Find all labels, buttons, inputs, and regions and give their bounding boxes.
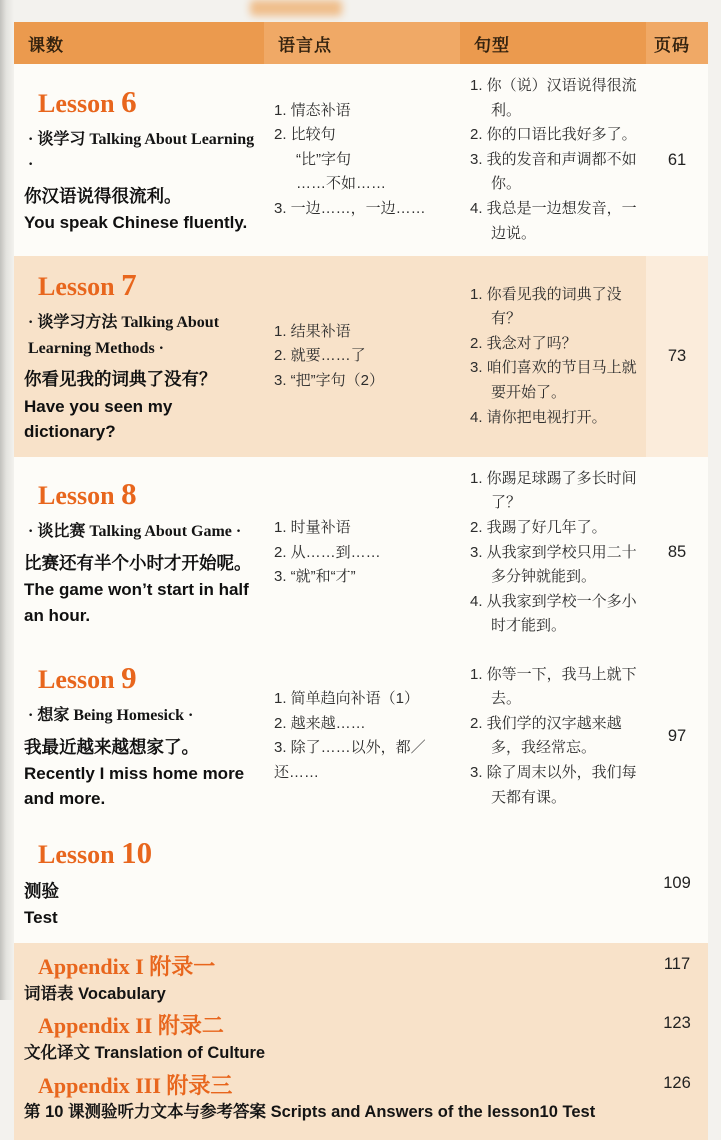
language-points-cell	[264, 824, 460, 943]
pattern-item: 4. 请你把电视打开。	[470, 408, 607, 426]
appendix-subtitle: 文化译文 Translation of Culture	[24, 1044, 266, 1063]
patterns-cell	[460, 256, 646, 457]
appendix-row	[14, 1011, 708, 1070]
header-col-page: 页码	[646, 22, 708, 64]
lesson-row	[14, 457, 708, 649]
lesson-info-cell	[14, 256, 264, 457]
page-number: 61	[667, 150, 687, 169]
pattern-item: 4. 我总是一边想发音，一边说。	[470, 199, 637, 242]
header-col-language-points: 语言点	[264, 22, 460, 64]
lesson-sentence-cn: 你汉语说得很流利。	[24, 185, 182, 206]
pattern-item: 2. 我们学的汉字越来越多，我经常忘。	[470, 714, 622, 757]
appendix-title: Appendix III 附录三	[38, 1072, 233, 1098]
appendix-row	[14, 1071, 708, 1130]
lesson-topic: · 谈学习 Talking About Learning ·	[28, 130, 255, 174]
language-point-item: 1. 时量补语	[274, 518, 351, 536]
pattern-item: 2. 你的口语比我好多了。	[470, 126, 637, 144]
lesson-info-cell	[14, 64, 264, 256]
page-left-gutter	[0, 0, 14, 1000]
appendix-title: Appendix I 附录一	[38, 953, 216, 979]
page-number: 85	[667, 543, 687, 562]
lesson-number: 7	[121, 267, 137, 303]
pattern-item: 1. 你等一下，我马上就下去。	[470, 665, 637, 708]
appendix-section	[14, 943, 708, 1140]
language-point-item: 2. 就要……了	[274, 347, 366, 365]
patterns-cell	[460, 457, 646, 649]
pattern-item: 3. 除了周末以外，我们每天都有课。	[470, 764, 637, 806]
lesson-sentence-en: The game won’t start in half an hour.	[24, 580, 249, 625]
lesson-number: 9	[121, 659, 137, 695]
lesson-info-cell	[14, 457, 264, 649]
page-number: 126	[663, 1073, 691, 1092]
language-point-item: 2. 比较句	[274, 126, 336, 144]
appendix-info	[14, 1011, 646, 1070]
lesson-title	[38, 85, 258, 119]
language-point-item: 2. 从……到……	[274, 543, 381, 561]
page-number: 123	[663, 1014, 691, 1033]
lesson-title	[38, 836, 258, 870]
toc-header-row	[14, 22, 708, 64]
patterns-cell	[460, 64, 646, 256]
lesson-info-cell	[14, 824, 264, 943]
lesson-word: Lesson	[38, 664, 115, 694]
language-points-cell	[264, 457, 460, 649]
lesson-topic: · 想家 Being Homesick ·	[28, 707, 194, 725]
appendix-info	[14, 1071, 646, 1130]
lesson-word: Lesson	[38, 481, 115, 511]
lesson-topic: · 谈学习方法 Talking About Learning Methods ·	[28, 314, 220, 357]
language-points-cell	[264, 64, 460, 256]
pattern-item: 2. 我念对了吗？	[470, 334, 577, 352]
language-point-item: ……不如……	[296, 175, 387, 193]
appendix-row	[14, 952, 708, 1011]
pattern-item: 2. 我踢了好几年了。	[470, 518, 607, 536]
lesson-info-cell	[14, 649, 264, 824]
header-col-patterns: 句型	[460, 22, 646, 64]
lesson-row	[14, 649, 708, 824]
language-point-item: 3. 除了……以外，都／还……	[274, 739, 426, 782]
appendix-info	[14, 952, 646, 1011]
lesson-title	[38, 268, 258, 302]
pattern-item: 1. 你（说）汉语说得很流利。	[470, 77, 637, 119]
lesson-topic: · 谈比赛 Talking About Game ·	[28, 523, 242, 541]
lesson-number: 10	[121, 834, 153, 870]
pattern-item: 4. 从我家到学校一个多小时才能到。	[470, 592, 637, 635]
lesson-number: 8	[121, 476, 137, 512]
language-point-item: 3. 一边……，一边……	[274, 199, 426, 217]
page-number: 117	[663, 954, 691, 973]
lesson-row	[14, 64, 708, 256]
appendix-title: Appendix II 附录二	[38, 1013, 224, 1039]
pattern-item: 3. 从我家到学校只用二十多分钟就能到。	[470, 543, 637, 586]
page-number: 109	[663, 873, 691, 892]
language-point-item: 1. 情态补语	[274, 101, 351, 119]
lesson-sentence-en: Have you seen my dictionary?	[24, 396, 173, 442]
language-point-item: 3. “就”和“才”	[274, 568, 356, 586]
lesson-word: Lesson	[38, 272, 115, 302]
lesson-number: 6	[121, 83, 137, 119]
scan-bleed-artifact	[250, 0, 342, 16]
lesson-sentence-en: Recently I miss home more and more.	[24, 763, 245, 809]
lesson-sentence-cn: 比赛还有半个小时才开始呢。	[24, 553, 252, 574]
lesson-word: Lesson	[38, 88, 115, 118]
pattern-item: 3. 我的发音和声调都不如你。	[470, 150, 637, 193]
language-points-cell	[264, 649, 460, 824]
toc-body	[14, 64, 708, 943]
lesson-sentence-cn: 我最近越来越想家了。	[24, 736, 199, 757]
language-point-item: 1. 简单趋向补语（1）	[274, 690, 420, 708]
pattern-item: 1. 你踢足球踢了多长时间了？	[470, 469, 637, 512]
lesson-sentence-en: You speak Chinese fluently.	[24, 213, 248, 233]
language-point-item: “比”字句	[296, 150, 351, 168]
patterns-cell	[460, 649, 646, 824]
pattern-item: 1. 你看见我的词典了没有？	[470, 285, 622, 328]
lesson-sentence-cn: 测验	[24, 881, 59, 902]
lesson-sentence-en: Test	[24, 908, 58, 928]
lesson-row	[14, 256, 708, 457]
lesson-sentence-cn: 你看见我的词典了没有？	[24, 369, 217, 390]
lesson-title	[38, 661, 258, 695]
appendix-subtitle: 词语表 Vocabulary	[24, 984, 166, 1003]
page-number: 73	[646, 256, 708, 457]
language-point-item: 3. “把”字句（2）	[274, 371, 385, 389]
lesson-row	[14, 824, 708, 943]
patterns-cell	[460, 824, 646, 943]
language-point-item: 2. 越来越……	[274, 714, 366, 732]
page-number: 97	[667, 726, 687, 745]
language-point-item: 1. 结果补语	[274, 322, 351, 340]
language-points-cell	[264, 256, 460, 457]
table-of-contents	[14, 22, 708, 1140]
pattern-item: 3. 咱们喜欢的节目马上就要开始了。	[470, 359, 637, 402]
appendix-subtitle: 第 10 课测验听力文本与参考答案 Scripts and Answers of the lesson10 Test	[24, 1103, 596, 1122]
lesson-title	[38, 477, 258, 511]
lesson-word: Lesson	[38, 839, 115, 869]
header-col-lesson: 课数	[14, 22, 264, 64]
